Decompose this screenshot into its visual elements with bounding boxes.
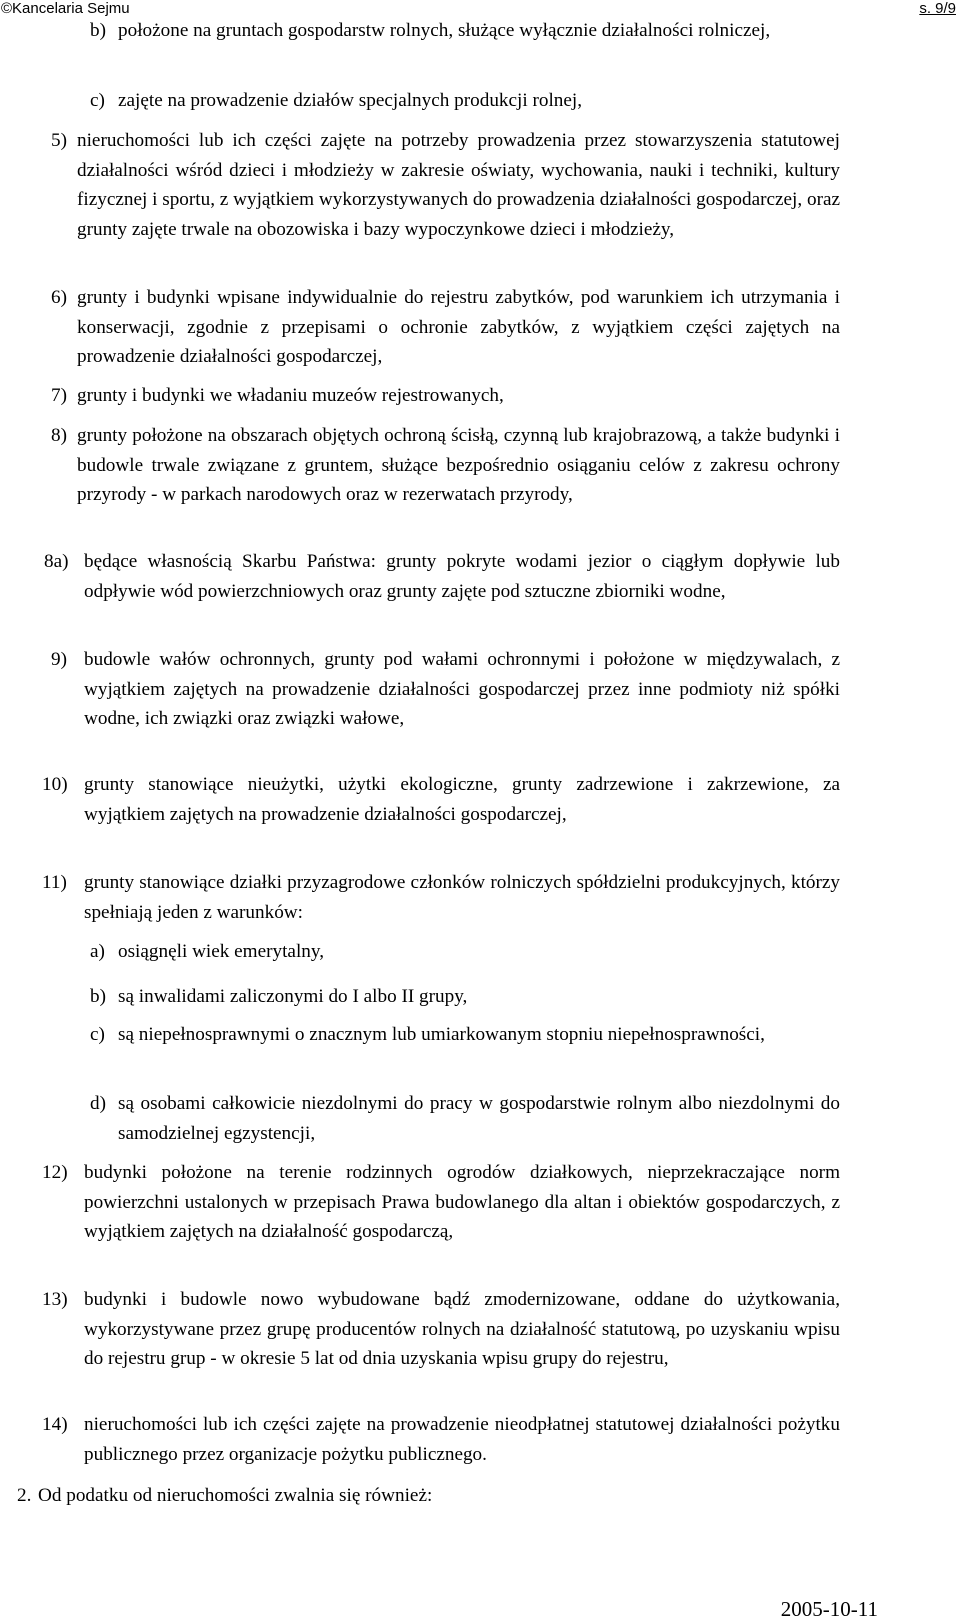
item-text: osiągnęli wiek emerytalny, [118, 941, 325, 962]
list-item-11a [90, 937, 840, 967]
item-number: b) [90, 20, 106, 41]
item-number: 12) [42, 1162, 68, 1183]
list-item-11b [90, 982, 840, 1012]
list-item-8 [51, 421, 840, 510]
item-number: b) [90, 986, 106, 1007]
item-text: Od podatku od nieruchomości zwalnia się również: [38, 1485, 433, 1506]
item-number: 9) [51, 649, 67, 670]
list-item-14 [42, 1410, 840, 1469]
item-number: c) [90, 90, 105, 111]
item-text: są inwalidami zaliczonymi do I albo II grupy, [118, 986, 468, 1007]
item-text: nieruchomości lub ich części zajęte na prowadzenie nieodpłatnej statutowej działalności pożytku publicznego przez organizacje pożytku publicznego. [84, 1414, 840, 1465]
item-text: grunty stanowiące działki przyzagrodowe członków rolniczych spółdzielni produkcyjnych, którzy spełniają jeden z warunków: [84, 872, 840, 923]
item-text: są niepełnosprawnymi o znacznym lub umiarkowanym stopniu niepełnosprawności, [118, 1024, 765, 1045]
list-item-12 [42, 1158, 840, 1247]
item-text: zajęte na prowadzenie działów specjalnych produkcji rolnej, [118, 90, 583, 111]
item-number: 10) [42, 774, 68, 795]
item-text: grunty i budynki we władaniu muzeów rejestrowanych, [77, 385, 504, 406]
list-item-8a [44, 547, 840, 606]
page-number: s. 9/9 [919, 0, 956, 17]
list-item-6 [51, 283, 840, 372]
item-number: 8a) [44, 551, 69, 572]
item-text: położone na gruntach gospodarstw rolnych, służące wyłącznie działalności rolniczej, [118, 20, 771, 41]
item-number: c) [90, 1024, 105, 1045]
item-number: 2. [17, 1485, 32, 1506]
item-number: 7) [51, 385, 67, 406]
item-text: są osobami całkowicie niezdolnymi do pracy w gospodarstwie rolnym albo niezdolnymi do samodzielnej egzystencji, [118, 1093, 840, 1144]
footer-date: 2005-10-11 [780, 1597, 878, 1621]
section-2-intro [17, 1481, 840, 1511]
item-number: 14) [42, 1414, 68, 1435]
list-item-10 [42, 770, 840, 829]
item-text: budynki położone na terenie rodzinnych ogrodów działkowych, nieprzekraczające norm powierzchni ustalonych w przepisach Prawa budowlanego dla altan i obiektów gospodarczych, z wyjątkiem zajętych na działalność gospodarczą, [84, 1162, 840, 1242]
item-number: d) [90, 1093, 106, 1114]
item-text: grunty położone na obszarach objętych ochroną ścisłą, czynną lub krajobrazową, a także budynki i budowle trwale związane z gruntem, służące bezpośrednio osiąganiu celów z zakresu ochrony przyrody - w parkach narodowych oraz w rezerwatach przyrody, [77, 425, 840, 505]
list-item-7 [51, 381, 840, 411]
item-number: 8) [51, 425, 67, 446]
item-number: 6) [51, 287, 67, 308]
item-text: grunty i budynki wpisane indywidualnie do rejestru zabytków, pod warunkiem ich utrzymania i konserwacji, zgodnie z przepisami o ochronie zabytków, z wyjątkiem części zajętych na prowadzenie działalności gospodarczej, [77, 287, 840, 367]
item-number: a) [90, 941, 105, 962]
list-item-c [90, 86, 840, 116]
list-item-13 [42, 1285, 840, 1374]
list-item-11 [42, 868, 840, 927]
item-text: budynki i budowle nowo wybudowane bądź zmodernizowane, oddane do użytkowania, wykorzystywane przez grupę producentów rolnych na działalność statutową, po uzyskaniu wpisu do rejestru grup - w okresie 5 lat od dnia uzyskania wpisu grupy do rejestru, [84, 1289, 840, 1369]
item-text: grunty stanowiące nieużytki, użytki ekologiczne, grunty zadrzewione i zakrzewione, za wyjątkiem zajętych na prowadzenie działalności gospodarczej, [84, 774, 840, 825]
item-number: 13) [42, 1289, 68, 1310]
list-item-b [90, 16, 840, 46]
list-item-5 [51, 126, 840, 244]
item-number: 5) [51, 130, 67, 151]
header-copyright: ©Kancelaria Sejmu [1, 0, 130, 17]
item-number: 11) [42, 872, 67, 893]
item-text: budowle wałów ochronnych, grunty pod wałami ochronnymi i położone w międzywalach, z wyjątkiem zajętych na prowadzenie działalności gospodarczej przez inne podmioty niż spółki wodne, ich związki oraz związki wałowe, [84, 649, 840, 729]
list-item-11c [90, 1020, 840, 1050]
list-item-11d [90, 1089, 840, 1148]
item-text: będące własnością Skarbu Państwa: grunty pokryte wodami jezior o ciągłym dopływie lub odpływie wód powierzchniowych oraz grunty zajęte pod sztuczne zbiorniki wodne, [84, 551, 840, 602]
item-text: nieruchomości lub ich części zajęte na potrzeby prowadzenia przez stowarzyszenia statutowej działalności wśród dzieci i młodzieży w zakresie oświaty, wychowania, nauki i techniki, kultury fizycznej i sportu, z wyjątkiem wykorzystywanych do prowadzenia działalności gospodarczej, oraz grunty zajęte trwale na obozowiska i bazy wypoczynkowe dzieci i młodzieży, [77, 130, 840, 240]
list-item-9 [51, 645, 840, 734]
